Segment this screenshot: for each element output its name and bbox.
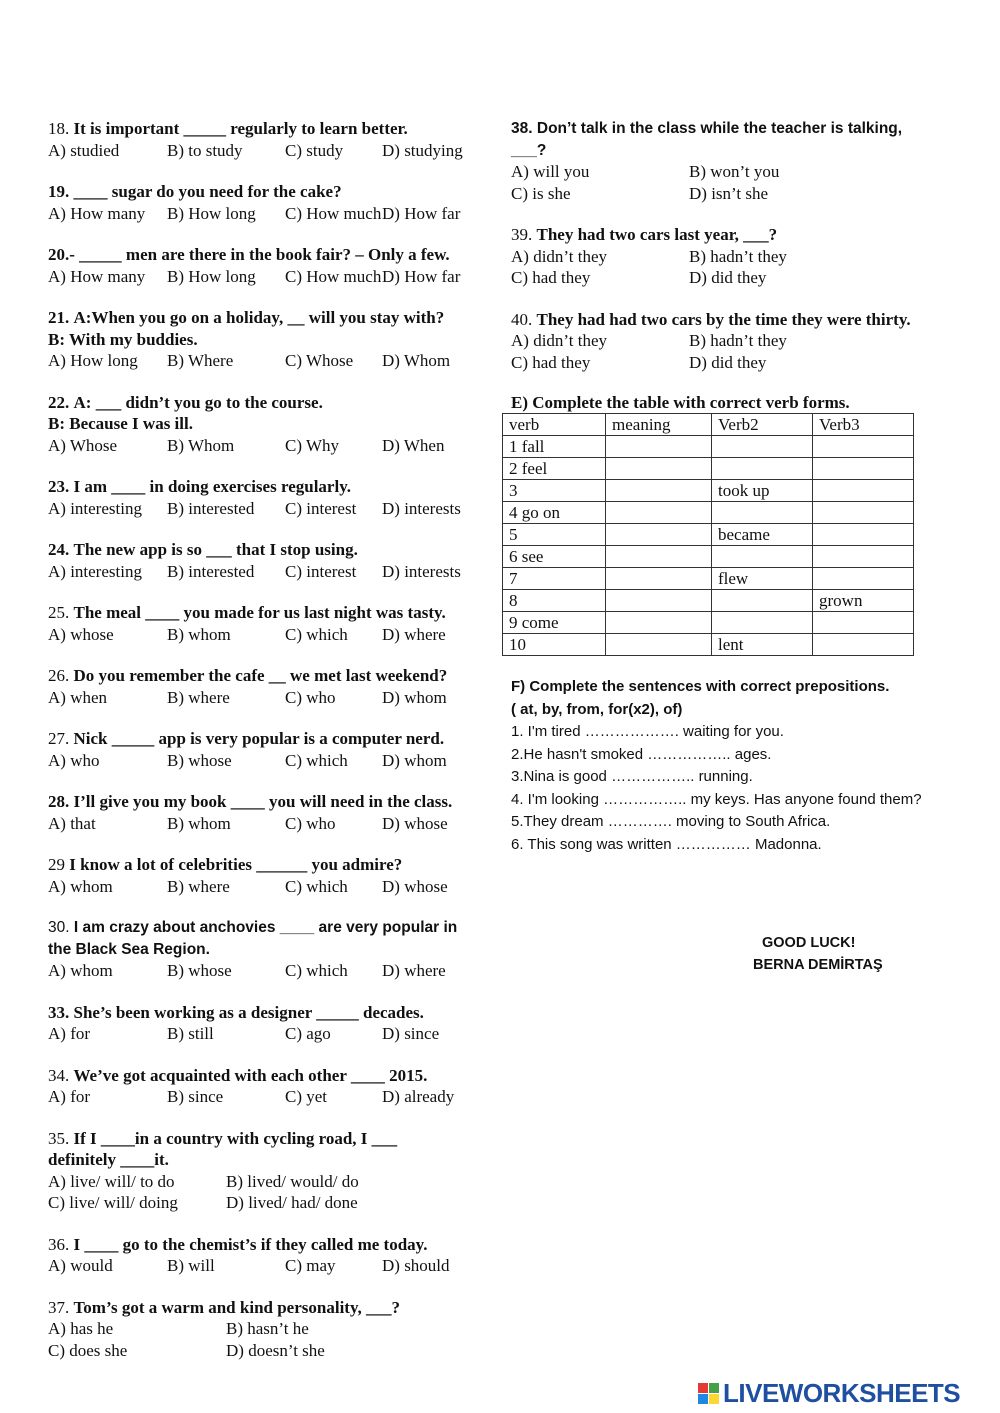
answer-option[interactable]: A) didn’t they: [511, 246, 608, 266]
answer-options: [48, 960, 493, 982]
answer-option[interactable]: B) where: [167, 876, 230, 896]
answer-option[interactable]: A) studied: [48, 140, 120, 160]
question-text-continued: [48, 329, 493, 351]
answer-option[interactable]: D) whom: [382, 687, 447, 707]
table-row: [503, 546, 914, 568]
table-cell: 1 fall: [503, 436, 606, 458]
answer-options: [511, 267, 961, 289]
table-cell: flew: [712, 568, 813, 590]
question-25: [48, 602, 493, 645]
answer-option[interactable]: C) yet: [285, 1087, 328, 1106]
table-cell: 2 feel: [503, 458, 606, 480]
table-cell[interactable]: [813, 480, 914, 502]
answer-option[interactable]: A) will you: [511, 162, 590, 181]
logo-square: [709, 1383, 719, 1393]
table-cell[interactable]: [712, 612, 813, 634]
answer-option[interactable]: A) didn’t they: [511, 331, 608, 350]
question-40: [511, 309, 961, 374]
answer-options: [511, 161, 961, 183]
answer-option[interactable]: D) since: [382, 1024, 440, 1043]
question-number: 26.: [48, 666, 70, 685]
preposition-sentence: 2.He hasn't smoked …………….. ages.: [511, 745, 772, 763]
answer-option[interactable]: A) How many: [48, 203, 146, 223]
question-text: _____ men are there in the book fair? – Only a few.: [79, 245, 450, 264]
logo-square: [698, 1383, 708, 1393]
question-number: 24.: [48, 540, 70, 559]
answer-options: [511, 246, 961, 268]
question-number: 25.: [48, 603, 70, 622]
question-text: I am crazy about anchovies ____ are very popular in: [73, 919, 458, 936]
question-number: 23.: [48, 477, 70, 496]
question-20: [48, 244, 493, 287]
question-stem: [48, 602, 493, 624]
answer-option[interactable]: D) where: [382, 624, 446, 644]
question-stem: [48, 728, 493, 750]
answer-option[interactable]: A) when: [48, 687, 108, 707]
answer-option[interactable]: C) does she: [48, 1340, 128, 1360]
answer-option[interactable]: C) study: [285, 140, 344, 160]
question-stem: [48, 476, 493, 498]
question-number: 20.-: [48, 245, 75, 264]
question-number: 39.: [511, 225, 533, 244]
question-stem: [48, 181, 493, 203]
question-text: I’ll give you my book ____ you will need in the class.: [73, 792, 453, 811]
table-cell[interactable]: [606, 546, 712, 568]
question-text: It is important _____ regularly to learn better.: [73, 119, 408, 138]
question-text: I ____ go to the chemist’s if they called me today.: [73, 1234, 428, 1254]
table-row: [503, 480, 914, 502]
answer-option[interactable]: D) How far: [382, 203, 461, 223]
table-cell: lent: [712, 634, 813, 656]
preposition-sentence: 5.They dream …………. moving to South Africa.: [511, 813, 831, 830]
question-stem: [48, 244, 493, 266]
answer-option[interactable]: D) doesn’t she: [226, 1340, 325, 1360]
answer-options: [48, 435, 493, 457]
question-18: [48, 118, 493, 161]
answer-option[interactable]: A) whose: [48, 624, 114, 644]
preposition-sentence: 6. This song was written …………… Madonna.: [511, 835, 822, 853]
verb-forms-table: [502, 413, 914, 656]
answer-option[interactable]: A) interesting: [48, 561, 142, 581]
question-text: ____ sugar do you need for the cake?: [73, 182, 342, 201]
table-cell[interactable]: [813, 634, 914, 656]
answer-option[interactable]: C) ago: [285, 1024, 331, 1043]
answer-option[interactable]: D) where: [382, 961, 446, 980]
closing-note: [753, 932, 883, 976]
question-stem: [48, 1234, 493, 1256]
table-cell[interactable]: [606, 568, 712, 590]
table-cell[interactable]: [813, 612, 914, 634]
answer-option[interactable]: A) that: [48, 813, 96, 833]
answer-option[interactable]: C) who: [285, 813, 336, 833]
answer-options: [48, 876, 493, 898]
table-cell[interactable]: [712, 458, 813, 480]
answer-option[interactable]: B) hasn’t he: [226, 1319, 309, 1338]
answer-options: [48, 1086, 493, 1108]
answer-option[interactable]: B) since: [167, 1087, 224, 1106]
section-e-title: E) Complete the table with correct verb forms.: [511, 393, 850, 412]
answer-option[interactable]: A) How long: [48, 351, 138, 370]
table-cell[interactable]: [712, 436, 813, 458]
answer-option[interactable]: A) whom: [48, 876, 113, 896]
question-21: [48, 307, 493, 372]
question-35: [48, 1128, 493, 1214]
right-column: [511, 118, 961, 856]
answer-option[interactable]: B) whose: [167, 750, 232, 770]
answer-option[interactable]: B) whose: [167, 961, 232, 980]
answer-option[interactable]: C) had they: [511, 268, 591, 287]
answer-option[interactable]: C) which: [285, 876, 348, 896]
question-29: [48, 854, 493, 897]
answer-option[interactable]: B) won’t you: [689, 162, 780, 181]
table-cell: became: [712, 524, 813, 546]
answer-option[interactable]: D) How far: [382, 266, 461, 286]
answer-option[interactable]: B) lived/ would/ do: [226, 1171, 359, 1191]
table-header-cell: Verb2: [712, 414, 813, 436]
question-number: 37.: [48, 1297, 70, 1317]
question-36: [48, 1234, 493, 1277]
answer-option[interactable]: A) live/ will/ to do: [48, 1171, 175, 1191]
answer-option[interactable]: A) interesting: [48, 498, 142, 518]
table-cell: took up: [712, 480, 813, 502]
question-text: Tom’s got a warm and kind personality, ___?: [73, 1297, 401, 1317]
question-stem: [48, 1297, 493, 1319]
question-text: A:When you go on a holiday, __ will you stay with?: [73, 308, 445, 327]
answer-option[interactable]: B) interested: [167, 561, 255, 581]
preposition-sentence: 1. I'm tired ………………. waiting for you.: [511, 723, 784, 740]
question-text: The meal ____ you made for us last night was tasty.: [73, 603, 446, 622]
question-stem: [511, 309, 961, 331]
section-f-title: F) Complete the sentences with correct prepositions.: [511, 678, 890, 695]
table-cell[interactable]: [813, 502, 914, 524]
question-stem: [48, 118, 493, 140]
logo-grid-icon: [698, 1383, 719, 1404]
logo-square: [709, 1394, 719, 1404]
question-19: [48, 181, 493, 224]
author-name: BERNA DEMİRTAŞ: [753, 957, 883, 973]
answer-option[interactable]: C) who: [285, 687, 336, 707]
question-text: A: ___ didn’t you go to the course.: [73, 392, 323, 412]
answer-option[interactable]: C) Whose: [285, 351, 354, 370]
table-cell[interactable]: [606, 612, 712, 634]
question-text-continued: [511, 140, 961, 162]
answer-options: [511, 330, 961, 352]
question-text: Don’t talk in the class while the teacher is talking,: [536, 120, 903, 137]
answer-options: [511, 352, 961, 374]
table-header-cell: verb: [503, 414, 606, 436]
question-text-continued: [48, 939, 493, 961]
answer-option[interactable]: D) already: [382, 1087, 455, 1106]
question-stem: [48, 917, 493, 939]
table-cell: 7: [503, 568, 606, 590]
answer-options: [48, 750, 493, 772]
answer-option[interactable]: D) did they: [689, 268, 767, 287]
table-cell[interactable]: [606, 480, 712, 502]
answer-options: [48, 1255, 493, 1277]
question-text-continued: [48, 1149, 493, 1171]
question-number: 28.: [48, 792, 70, 811]
liveworksheets-logo[interactable]: [698, 1378, 960, 1409]
answer-option[interactable]: A) has he: [48, 1319, 114, 1338]
table-cell[interactable]: [606, 436, 712, 458]
preposition-sentence: 3.Nina is good …………….. running.: [511, 768, 753, 785]
question-stem: [48, 1002, 493, 1024]
answer-option[interactable]: D) whose: [382, 813, 448, 833]
question-text: I am ____ in doing exercises regularly.: [73, 477, 352, 496]
question-text: They had two cars last year, ___?: [536, 225, 778, 244]
answer-option[interactable]: B) to study: [167, 140, 243, 160]
question-23: [48, 476, 493, 519]
table-cell: 4 go on: [503, 502, 606, 524]
answer-option[interactable]: A) for: [48, 1024, 91, 1043]
question-number: 36.: [48, 1234, 70, 1254]
table-header-cell: Verb3: [813, 414, 914, 436]
answer-option[interactable]: D) interests: [382, 498, 461, 518]
answer-option[interactable]: D) isn’t she: [689, 183, 769, 203]
question-stem: [48, 1128, 493, 1150]
table-cell[interactable]: [813, 458, 914, 480]
table-cell[interactable]: [813, 568, 914, 590]
answer-option[interactable]: D) interests: [382, 561, 461, 581]
good-luck-text: GOOD LUCK!: [762, 935, 856, 951]
question-text-line2: B: Because I was ill.: [48, 414, 193, 433]
question-stem: [48, 539, 493, 561]
question-stem: [48, 665, 493, 687]
question-24: [48, 539, 493, 582]
question-text-line2: the Black Sea Region.: [48, 940, 210, 958]
table-cell: 5: [503, 524, 606, 546]
answer-option[interactable]: C) is she: [511, 183, 571, 203]
answer-option[interactable]: D) studying: [382, 140, 463, 160]
question-30: [48, 917, 493, 982]
question-text-line2: ___?: [511, 141, 547, 159]
table-cell[interactable]: [606, 590, 712, 612]
question-text: They had had two cars by the time they were thirty.: [536, 309, 911, 329]
question-number: 40.: [511, 309, 533, 329]
logo-text: LIVEWORKSHEETS: [723, 1378, 961, 1408]
table-cell[interactable]: [712, 546, 813, 568]
question-text: Nick _____ app is very popular is a computer nerd.: [73, 729, 445, 748]
question-34: [48, 1065, 493, 1108]
question-27: [48, 728, 493, 771]
table-cell: grown: [813, 590, 914, 612]
answer-option[interactable]: B) hadn’t they: [689, 331, 787, 350]
answer-option[interactable]: B) still: [167, 1024, 214, 1043]
answer-options: [48, 1318, 493, 1340]
answer-options: [48, 813, 493, 835]
answer-option[interactable]: B) interested: [167, 498, 255, 518]
table-cell[interactable]: [813, 524, 914, 546]
section-f: [511, 676, 961, 856]
answer-option[interactable]: B) will: [167, 1256, 215, 1275]
table-cell[interactable]: [606, 502, 712, 524]
answer-options: [48, 1171, 493, 1193]
answer-options: [48, 140, 493, 162]
table-cell[interactable]: [712, 502, 813, 524]
preposition-sentence: 4. I'm looking …………….. my keys. Has anyone found them?: [511, 790, 922, 808]
answer-options: [48, 498, 493, 520]
answer-option[interactable]: B) How long: [167, 203, 256, 223]
question-number: 29: [48, 855, 65, 874]
section-f-subtitle: ( at, by, from, for(x2), of): [511, 700, 683, 718]
question-stem: [511, 118, 961, 140]
answer-options: [48, 1023, 493, 1045]
table-cell: 8: [503, 590, 606, 612]
table-cell[interactable]: [606, 524, 712, 546]
question-26: [48, 665, 493, 708]
answer-option[interactable]: D) whom: [382, 750, 447, 770]
question-37: [48, 1297, 493, 1362]
answer-option[interactable]: C) which: [285, 961, 348, 980]
question-text-line2: definitely ____it.: [48, 1150, 169, 1169]
answer-option[interactable]: A) would: [48, 1256, 113, 1275]
question-33: [48, 1002, 493, 1045]
answer-option[interactable]: C) which: [285, 624, 348, 644]
answer-option[interactable]: A) How many: [48, 266, 146, 286]
table-cell[interactable]: [813, 436, 914, 458]
question-number: 19.: [48, 182, 70, 201]
answer-option[interactable]: A) who: [48, 750, 100, 770]
question-text: The new app is so ___ that I stop using.: [73, 540, 358, 559]
table-header-row: [503, 414, 914, 436]
question-text: She’s been working as a designer _____ decades.: [73, 1002, 424, 1022]
answer-option[interactable]: B) whom: [167, 813, 231, 833]
table-row: [503, 436, 914, 458]
answer-option[interactable]: B) Whom: [167, 435, 235, 455]
answer-option[interactable]: C) How much: [285, 266, 382, 286]
question-stem: [48, 307, 493, 329]
answer-option[interactable]: C) had they: [511, 352, 591, 372]
answer-option[interactable]: C) interest: [285, 498, 357, 518]
answer-option[interactable]: B) hadn’t they: [689, 246, 787, 266]
question-number: 30.: [48, 919, 70, 936]
question-stem: [48, 392, 493, 414]
answer-options: [48, 1192, 493, 1214]
question-text: I know a lot of celebrities ______ you admire?: [69, 855, 403, 874]
logo-square: [698, 1394, 708, 1404]
answer-option[interactable]: B) How long: [167, 266, 256, 286]
answer-options: [48, 687, 493, 709]
table-row: [503, 458, 914, 480]
question-stem: [48, 854, 493, 876]
table-row: [503, 502, 914, 524]
answer-option[interactable]: C) may: [285, 1256, 336, 1275]
question-stem: [511, 224, 961, 246]
table-cell: 10: [503, 634, 606, 656]
question-text-line2: B: With my buddies.: [48, 329, 198, 349]
table-cell: 9 come: [503, 612, 606, 634]
right-questions: [511, 118, 961, 373]
table-cell: 3: [503, 480, 606, 502]
answer-option[interactable]: D) lived/ had/ done: [226, 1193, 358, 1212]
answer-option[interactable]: D) whose: [382, 876, 448, 896]
question-number: 35.: [48, 1128, 70, 1148]
answer-options: [48, 561, 493, 583]
left-column: [48, 118, 493, 1381]
question-22: [48, 392, 493, 457]
answer-option[interactable]: D) When: [382, 435, 445, 455]
answer-option[interactable]: C) live/ will/ doing: [48, 1193, 178, 1212]
answer-option[interactable]: D) did they: [689, 352, 767, 372]
table-cell: 6 see: [503, 546, 606, 568]
question-number: 18.: [48, 119, 70, 138]
question-number: 21.: [48, 308, 70, 327]
table-row: [503, 634, 914, 656]
answer-option[interactable]: A) for: [48, 1087, 91, 1106]
answer-option[interactable]: A) Whose: [48, 435, 118, 455]
table-cell[interactable]: [813, 546, 914, 568]
table-row: [503, 612, 914, 634]
answer-option[interactable]: C) Why: [285, 435, 339, 455]
answer-options: [48, 1340, 493, 1362]
answer-option[interactable]: B) whom: [167, 624, 231, 644]
question-text-continued: [48, 413, 493, 435]
answer-options: [48, 266, 493, 288]
answer-options: [48, 350, 493, 372]
table-cell[interactable]: [606, 634, 712, 656]
answer-options: [48, 624, 493, 646]
answer-options: [48, 203, 493, 225]
question-number: 33.: [48, 1002, 70, 1022]
table-header-cell: meaning: [606, 414, 712, 436]
table-cell[interactable]: [606, 458, 712, 480]
answer-option[interactable]: D) Whom: [382, 351, 451, 370]
answer-option[interactable]: B) Where: [167, 351, 234, 370]
question-stem: [48, 791, 493, 813]
answer-option[interactable]: C) How much: [285, 203, 382, 223]
answer-options: [511, 183, 961, 205]
question-text: We’ve got acquainted with each other ____ 2015.: [73, 1065, 428, 1085]
table-cell[interactable]: [712, 590, 813, 612]
question-text: Do you remember the cafe __ we met last weekend?: [73, 666, 448, 685]
table-row: [503, 590, 914, 612]
question-38: [511, 118, 961, 204]
table-row: [503, 568, 914, 590]
question-number: 22.: [48, 392, 70, 412]
answer-option[interactable]: C) interest: [285, 561, 357, 581]
answer-option[interactable]: A) whom: [48, 961, 113, 980]
question-number: 34.: [48, 1065, 70, 1085]
answer-option[interactable]: D) should: [382, 1256, 450, 1275]
question-number: 38.: [511, 120, 533, 137]
question-28: [48, 791, 493, 834]
answer-option[interactable]: B) where: [167, 687, 230, 707]
question-text: If I ____in a country with cycling road, I ___: [73, 1128, 398, 1148]
question-number: 27.: [48, 729, 70, 748]
table-row: [503, 524, 914, 546]
question-39: [511, 224, 961, 289]
question-stem: [48, 1065, 493, 1087]
answer-option[interactable]: C) which: [285, 750, 348, 770]
